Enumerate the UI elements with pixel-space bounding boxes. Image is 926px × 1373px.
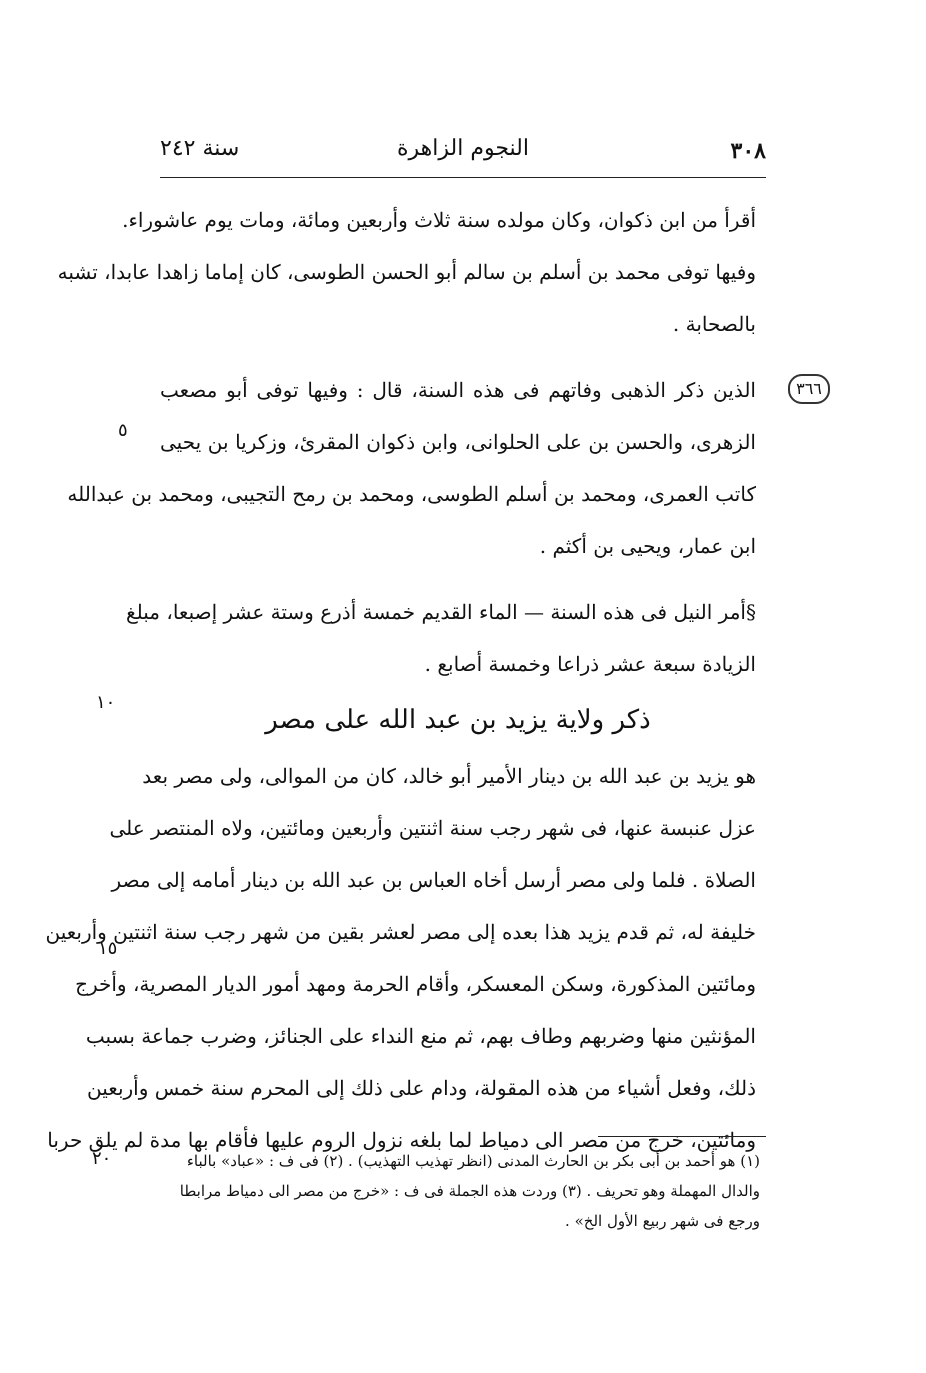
- footnotes: [160, 1146, 760, 1236]
- text-line: هو يزيد بن عبد الله بن دينار الأمير أبو خالد، كان من الموالى، ولى مصر بعد: [142, 764, 756, 788]
- section-heading: ذكر ولاية يزيد بن عبد الله على مصر: [265, 705, 651, 735]
- line-marker-20: ٢٠: [92, 1148, 112, 1169]
- line-marker-10: ١٠: [96, 692, 116, 713]
- footnote-line: والدال المهملة وهو تحريف . (٣) وردت هذه الجملة فى ف : «خرج من مصر الى دمياط مرابطا: [179, 1182, 760, 1200]
- footnote-line: (١) هو أحمد بن أبى بكر بن الحارث المدنى (انظر تهذيب التهذيب) . (٢) فى ف : «عباد» بالباء: [186, 1152, 760, 1170]
- header-rule: [160, 177, 766, 178]
- text-line: ذلك، وفعل أشياء من هذه المقولة، ودام على ذلك إلى المحرم سنة خمس وأربعين: [87, 1076, 756, 1100]
- text-line: ومائتين، خرج من مصر الى دمياط لما بلغه نزول الروم عليها فأقام بها مدة لم يلق حربا: [47, 1128, 756, 1152]
- text-line: الصلاة . فلما ولى مصر أرسل أخاه العباس بن عبد الله بن دينار أمامه إلى مصر: [111, 868, 756, 892]
- text-line: §أمر النيل فى هذه السنة — الماء القديم خمسة أذرع وستة عشر إصبعا، مبلغ: [126, 600, 756, 624]
- footnote-line: ورجع فى شهر ربيع الأول الخ» .: [565, 1212, 760, 1230]
- text-line: وفيها توفى محمد بن أسلم بن سالم أبو الحسن الطوسى، كان إماما زاهدا عابدا، تشبه: [57, 260, 756, 284]
- margin-seal: ٣٦٦: [788, 374, 830, 404]
- text-line: ابن عمار، ويحيى بن أكثم .: [539, 534, 756, 558]
- text-line: عزل عنبسة عنها، فى شهر رجب سنة اثنتين وأربعين ومائتين، ولاه المنتصر على: [109, 816, 756, 840]
- text-line: خليفة له، ثم قدم يزيد هذا بعده إلى مصر لعشر بقين من شهر رجب سنة اثنتين وأربعين: [45, 920, 756, 944]
- header-year: سنة ٢٤٢: [160, 136, 240, 161]
- line-marker-5: ٥: [118, 420, 128, 441]
- text-line: كاتب العمرى، ومحمد بن أسلم الطوسى، ومحمد بن رمح التجيبى، ومحمد بن عبدالله: [67, 482, 756, 506]
- footnote-rule: [598, 1136, 766, 1137]
- text-line: الزهرى، والحسن بن على الحلوانى، وابن ذكوان المقرئ، وزكريا بن يحيى: [160, 430, 756, 454]
- line-marker-15: ١٥: [98, 938, 118, 959]
- text-line: الذين ذكر الذهبى وفاتهم فى هذه السنة، قال : وفيها توفى أبو مصعب: [160, 378, 756, 402]
- paragraph-1: [57, 194, 756, 350]
- text-line: بالصحابة .: [672, 312, 756, 336]
- book-title: النجوم الزاهرة: [397, 136, 529, 161]
- text-line: المؤنثين منها وضربهم وطاف بهم، ثم منع النداء على الجنائز، وضرب جماعة بسبب: [85, 1024, 756, 1048]
- text-line: الزيادة سبعة عشر ذراعا وخمسة أصابع .: [424, 652, 756, 676]
- paragraph-3: [126, 586, 756, 690]
- paragraph-2: [67, 364, 756, 572]
- text-line: أقرأ من ابن ذكوان، وكان مولده سنة ثلاث وأربعين ومائة، ومات يوم عاشوراء.: [122, 208, 756, 232]
- running-header: [160, 130, 766, 174]
- page-number: ٣٠٨: [730, 138, 766, 164]
- text-line: ومائتين المذكورة، وسكن المعسكر، وأقام الحرمة ومهد أمور الديار المصرية، وأخرج: [75, 972, 756, 996]
